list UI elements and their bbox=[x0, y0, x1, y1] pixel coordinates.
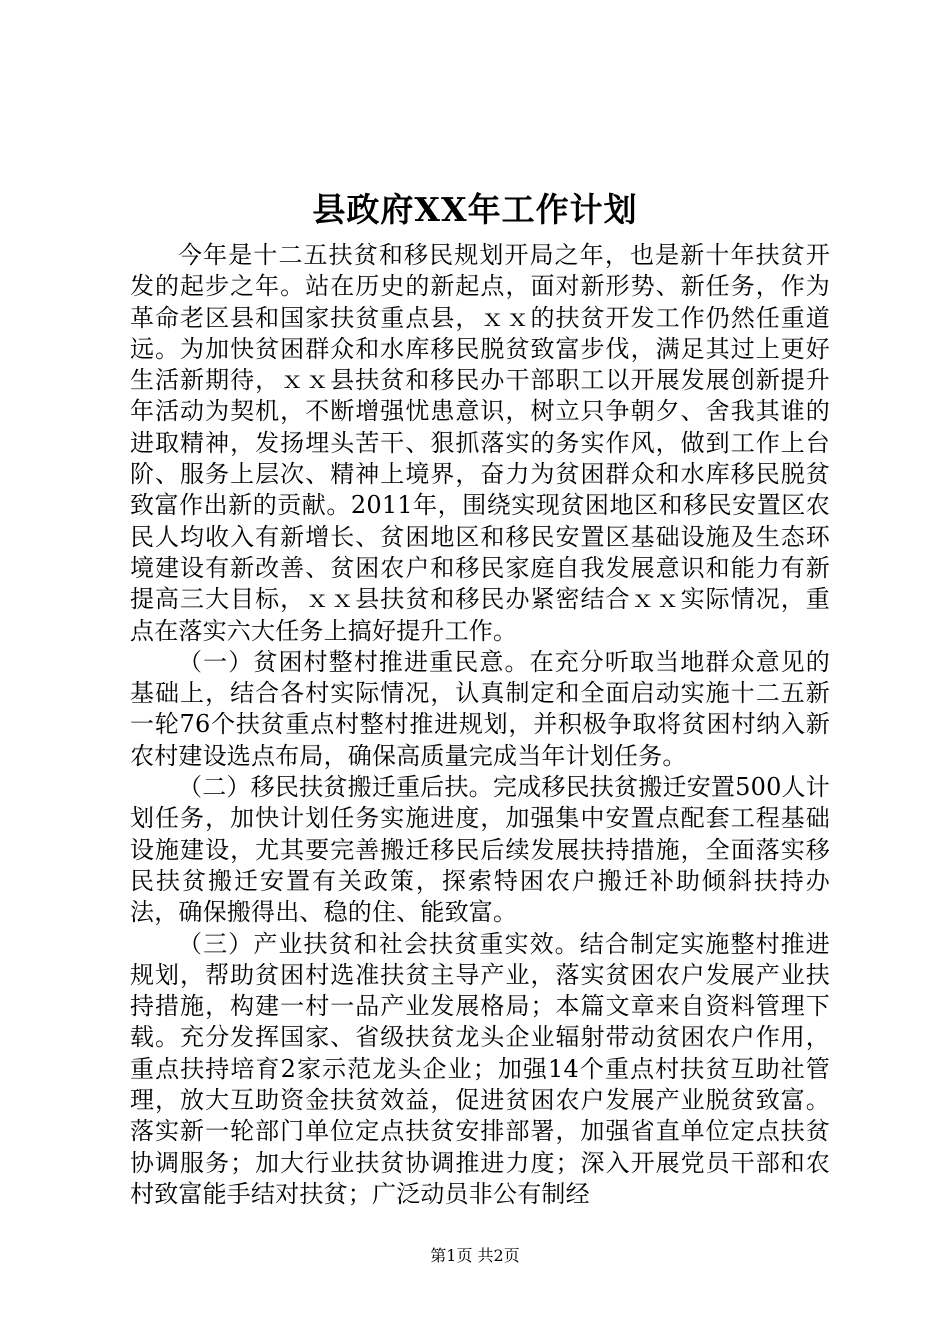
document-body bbox=[130, 240, 830, 1210]
paragraph-section-3: （三）产业扶贫和社会扶贫重实效。结合制定实施整村推进规划，帮助贫困村选准扶贫主导产业，落实贫困农户发展产业扶持措施，构建一村一品产业发展格局；本篇文章来自资料管理下载。充分发挥国家、省级扶贫龙头企业辐射带动贫困农户作用，重点扶持培育2家示范龙头企业；加强14个重点村扶贫互助社管理，放大互助资金扶贫效益，促进贫困农户发展产业脱贫致富。落实新一轮部门单位定点扶贫安排部署，加强省直单位定点扶贫协调服务；加大行业扶贫协调推进力度；深入开展党员干部和农村致富能手结对扶贫；广泛动员非公有制经 bbox=[130, 929, 830, 1208]
document-title: 县政府XX年工作计划 bbox=[312, 190, 638, 229]
page-number-footer: 第1页 共2页 bbox=[430, 1246, 520, 1265]
paragraph-section-2: （二）移民扶贫搬迁重后扶。完成移民扶贫搬迁安置500人计划任务，加快计划任务实施进度，加强集中安置点配套工程基础设施建设，尤其要完善搬迁移民后续发展扶持措施，全面落实移民扶贫搬迁安置有关政策，探索特困农户搬迁补助倾斜扶持办法，确保搬得出、稳的住、能致富。 bbox=[130, 773, 830, 927]
paragraph-intro: 今年是十二五扶贫和移民规划开局之年，也是新十年扶贫开发的起步之年。站在历史的新起点，面对新形势、新任务，作为革命老区县和国家扶贫重点县，ｘｘ的扶贫开发工作仍然任重道远。为加快贫困群众和水库移民脱贫致富步伐，满足其过上更好生活新期待，ｘｘ县扶贫和移民办干部职工以开展发展创新提升年活动为契机，不断增强忧患意识，树立只争朝夕、舍我其谁的进取精神，发扬埋头苦干、狠抓落实的务实作风，做到工作上台阶、服务上层次、精神上境界，奋力为贫困群众和水库移民脱贫致富作出新的贡献。2011年，围绕实现贫困地区和移民安置区农民人均收入有新增长、贫困地区和移民安置区基础设施及生态环境建设有新改善、贫困农户和移民家庭自我发展意识和能力有新提高三大目标，ｘｘ县扶贫和移民办紧密结合ｘｘ实际情况，重点在落实六大任务上搞好提升工作。 bbox=[130, 241, 830, 645]
paragraph-section-1: （一）贫困村整村推进重民意。在充分听取当地群众意见的基础上，结合各村实际情况，认真制定和全面启动实施十二五新一轮76个扶贫重点村整村推进规划，并积极争取将贫困村纳入新农村建设选点布局，确保高质量完成当年计划任务。 bbox=[130, 647, 830, 770]
